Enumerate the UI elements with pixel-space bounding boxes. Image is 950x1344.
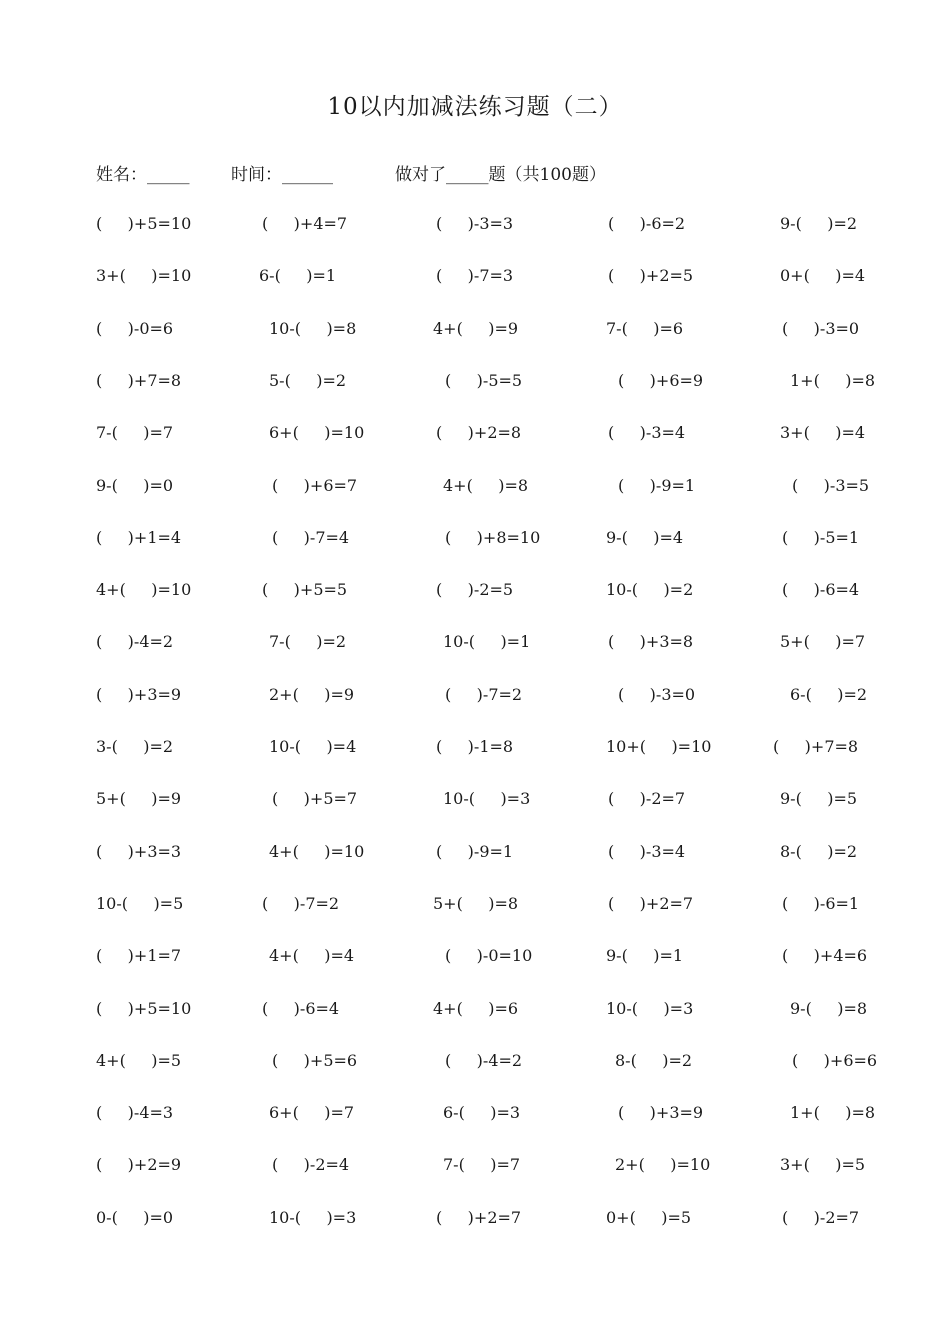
score-field: 做对了_____题（共100题）	[395, 165, 606, 185]
problem-r9-c2: 7-( )=2	[269, 632, 347, 651]
problem-r12-c3: 10-( )=3	[443, 789, 531, 808]
problem-r4-c3: ( )-5=5	[445, 371, 523, 390]
problem-r3-c4: 7-( )=6	[606, 319, 684, 338]
problem-r17-c4: 8-( )=2	[615, 1051, 693, 1070]
problem-r5-c2: 6+( )=10	[269, 423, 365, 442]
problem-r3-c2: 10-( )=8	[269, 319, 357, 338]
problem-r8-c4: 10-( )=2	[606, 580, 694, 599]
problem-r7-c3: ( )+8=10	[445, 528, 541, 547]
problem-r20-c2: 10-( )=3	[269, 1208, 357, 1227]
problem-r11-c3: ( )-1=8	[436, 737, 514, 756]
problem-r12-c2: ( )+5=7	[272, 789, 358, 808]
problem-r16-c2: ( )-6=4	[262, 999, 340, 1018]
problem-r7-c1: ( )+1=4	[96, 528, 182, 547]
problem-r17-c2: ( )+5=6	[272, 1051, 358, 1070]
problem-r20-c1: 0-( )=0	[96, 1208, 174, 1227]
problem-r1-c3: ( )-3=3	[436, 214, 514, 233]
problem-r18-c5: 1+( )=8	[790, 1103, 876, 1122]
problem-r7-c4: 9-( )=4	[606, 528, 684, 547]
problem-r18-c4: ( )+3=9	[618, 1103, 704, 1122]
problem-r13-c4: ( )-3=4	[608, 842, 686, 861]
problem-r5-c5: 3+( )=4	[780, 423, 866, 442]
problem-r17-c1: 4+( )=5	[96, 1051, 182, 1070]
problem-r6-c5: ( )-3=5	[792, 476, 870, 495]
problem-r14-c3: 5+( )=8	[433, 894, 519, 913]
problem-r6-c4: ( )-9=1	[618, 476, 696, 495]
problem-r8-c5: ( )-6=4	[782, 580, 860, 599]
problem-r1-c2: ( )+4=7	[262, 214, 348, 233]
problem-r18-c2: 6+( )=7	[269, 1103, 355, 1122]
problem-r14-c4: ( )+2=7	[608, 894, 694, 913]
problem-r7-c5: ( )-5=1	[782, 528, 860, 547]
problem-r10-c3: ( )-7=2	[445, 685, 523, 704]
problem-r3-c3: 4+( )=9	[433, 319, 519, 338]
problem-r17-c5: ( )+6=6	[792, 1051, 878, 1070]
problem-r8-c2: ( )+5=5	[262, 580, 348, 599]
problem-r18-c1: ( )-4=3	[96, 1103, 174, 1122]
problem-r6-c1: 9-( )=0	[96, 476, 174, 495]
problem-r2-c5: 0+( )=4	[780, 266, 866, 285]
problem-r10-c4: ( )-3=0	[618, 685, 696, 704]
problem-r20-c5: ( )-2=7	[782, 1208, 860, 1227]
problem-r8-c1: 4+( )=10	[96, 580, 192, 599]
problem-r4-c1: ( )+7=8	[96, 371, 182, 390]
problem-r20-c3: ( )+2=7	[436, 1208, 522, 1227]
page-title: 10以内加减法练习题（二）	[327, 94, 623, 120]
problem-r11-c1: 3-( )=2	[96, 737, 174, 756]
problem-r9-c5: 5+( )=7	[780, 632, 866, 651]
problem-r14-c2: ( )-7=2	[262, 894, 340, 913]
problem-r13-c5: 8-( )=2	[780, 842, 858, 861]
problem-r11-c5: ( )+7=8	[773, 737, 859, 756]
problem-r10-c2: 2+( )=9	[269, 685, 355, 704]
problem-r11-c2: 10-( )=4	[269, 737, 357, 756]
problem-r9-c4: ( )+3=8	[608, 632, 694, 651]
problem-r12-c5: 9-( )=5	[780, 789, 858, 808]
problem-r16-c1: ( )+5=10	[96, 999, 192, 1018]
problem-r15-c1: ( )+1=7	[96, 946, 182, 965]
problem-r5-c3: ( )+2=8	[436, 423, 522, 442]
problem-r20-c4: 0+( )=5	[606, 1208, 692, 1227]
problem-r3-c1: ( )-0=6	[96, 319, 174, 338]
problem-r8-c3: ( )-2=5	[436, 580, 514, 599]
problem-r2-c3: ( )-7=3	[436, 266, 514, 285]
problem-r1-c1: ( )+5=10	[96, 214, 192, 233]
problem-r18-c3: 6-( )=3	[443, 1103, 521, 1122]
problem-r3-c5: ( )-3=0	[782, 319, 860, 338]
problem-r19-c5: 3+( )=5	[780, 1155, 866, 1174]
problem-r5-c1: 7-( )=7	[96, 423, 174, 442]
problem-r4-c5: 1+( )=8	[790, 371, 876, 390]
problem-r2-c4: ( )+2=5	[608, 266, 694, 285]
problem-r7-c2: ( )-7=4	[272, 528, 350, 547]
problem-r9-c1: ( )-4=2	[96, 632, 174, 651]
problem-r15-c3: ( )-0=10	[445, 946, 533, 965]
problem-r16-c4: 10-( )=3	[606, 999, 694, 1018]
problem-r19-c3: 7-( )=7	[443, 1155, 521, 1174]
problem-r17-c3: ( )-4=2	[445, 1051, 523, 1070]
problem-r11-c4: 10+( )=10	[606, 737, 712, 756]
problem-r5-c4: ( )-3=4	[608, 423, 686, 442]
problem-r6-c3: 4+( )=8	[443, 476, 529, 495]
time-field: 时间：______	[231, 165, 333, 185]
problem-r4-c2: 5-( )=2	[269, 371, 347, 390]
problem-r14-c5: ( )-6=1	[782, 894, 860, 913]
problem-r15-c2: 4+( )=4	[269, 946, 355, 965]
problem-r15-c5: ( )+4=6	[782, 946, 868, 965]
problem-r12-c4: ( )-2=7	[608, 789, 686, 808]
problem-r9-c3: 10-( )=1	[443, 632, 531, 651]
problem-r19-c4: 2+( )=10	[615, 1155, 711, 1174]
problem-r12-c1: 5+( )=9	[96, 789, 182, 808]
problem-r14-c1: 10-( )=5	[96, 894, 184, 913]
problem-r19-c2: ( )-2=4	[272, 1155, 350, 1174]
problem-r15-c4: 9-( )=1	[606, 946, 684, 965]
problem-r13-c1: ( )+3=3	[96, 842, 182, 861]
problem-r1-c5: 9-( )=2	[780, 214, 858, 233]
problem-r16-c3: 4+( )=6	[433, 999, 519, 1018]
problem-r1-c4: ( )-6=2	[608, 214, 686, 233]
problem-r2-c2: 6-( )=1	[259, 266, 337, 285]
problem-r13-c3: ( )-9=1	[436, 842, 514, 861]
problem-r19-c1: ( )+2=9	[96, 1155, 182, 1174]
problem-r10-c1: ( )+3=9	[96, 685, 182, 704]
problem-r10-c5: 6-( )=2	[790, 685, 868, 704]
problem-r13-c2: 4+( )=10	[269, 842, 365, 861]
name-field: 姓名：_____	[96, 165, 190, 185]
problem-r16-c5: 9-( )=8	[790, 999, 868, 1018]
problem-r4-c4: ( )+6=9	[618, 371, 704, 390]
problem-r6-c2: ( )+6=7	[272, 476, 358, 495]
problem-r2-c1: 3+( )=10	[96, 266, 192, 285]
